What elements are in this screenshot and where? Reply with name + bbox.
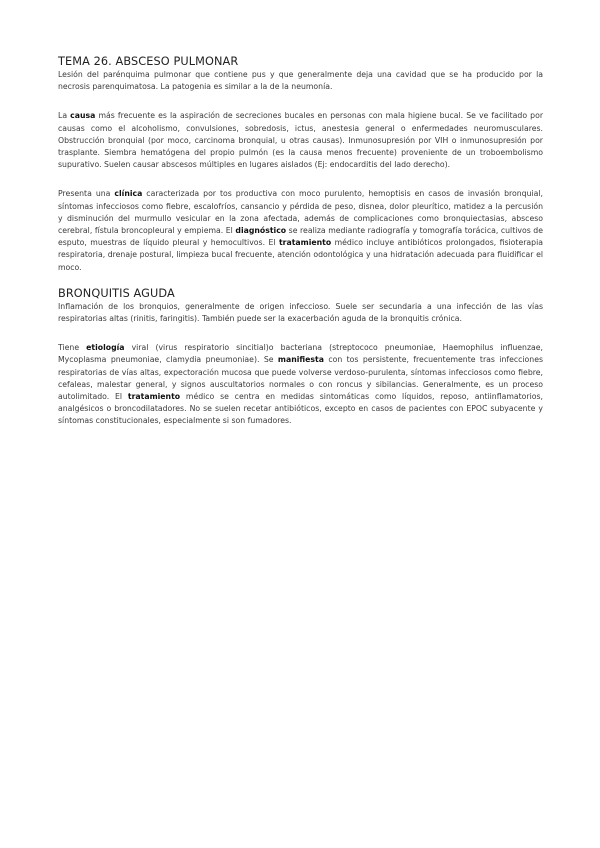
paragraph-bronquitis-definicion: [58, 301, 543, 325]
bold-term-tratamiento: tratamiento: [127, 392, 181, 402]
paragraph-bronquitis-etiologia: [58, 342, 543, 427]
section-title-absceso: TEMA 26. ABSCESO PULMONAR: [58, 55, 239, 68]
text-run: caracterizada por tos productiva con moco purulento, hemoptisis en casos de invasión bronquial, síntomas infecciosos como fiebre, escalofríos, cansancio y pérdida de peso, disnea, dolor pleurítico, matidez a la percusión y disminución del murmullo vesicular en la zona afectada, además de complicaciones como bronquiectasias, absceso cerebral, fístula broncopleural y empiema. El: [58, 189, 544, 236]
text-run: médico incluye antibióticos prolongados, fisioterapia respiratoria, drenaje postural, limpieza bucal frecuente, atención odontológica y una hidratación adecuada para fluidificar el moco.: [58, 238, 543, 272]
bold-term-manifiesta: manifiesta: [277, 355, 324, 365]
paragraph-absceso-causa: [58, 110, 543, 171]
text-run: Lesión del parénquima pulmonar que contiene pus y que generalmente deja una cavidad que se ha producido por la necrosis parenquimatosa. La patogenia es similar a la de la neumonía.: [58, 70, 543, 92]
bold-term-clinica: clínica: [114, 189, 143, 199]
paragraph-absceso-definicion: [58, 69, 543, 93]
bold-term-tratamiento: tratamiento: [278, 238, 332, 248]
text-run: Inflamación de los bronquios, generalmente de origen infeccioso. Suele ser secundaria a una infección de las vías respiratorias altas (rinitis, faringitis). También puede ser la exacerbación aguda de la bronquitis crónica.: [58, 301, 543, 324]
text-run: se realiza mediante radiografía y tomografía torácica, cultivos de esputo, muestras de líquido pleural y hemocultivos. El: [58, 226, 543, 248]
paragraph-absceso-clinica: [58, 188, 543, 273]
bold-term-causa: causa: [70, 111, 96, 121]
document-page: [58, 54, 543, 428]
text-run: médico se centra en medidas sintomáticas como líquidos, reposo, antiinflamatorios, analgésicos o broncodilatadores. No se suelen recetar antibióticos, excepto en casos de pacientes con EPOC subyacente y síntomas constitucionales, especialmente si son fumadores.: [58, 392, 543, 426]
text-run: La: [58, 111, 71, 121]
text-run: con tos persistente, frecuentemente tras infecciones respiratorias de vías altas, expectoración mucosa que puede volverse verdoso-purulenta, síntomas infecciosos como fiebre, cefaleas, malestar general, y signos auscultatorios normales o con roncus y sibilancias. Generalmente, es un proceso autolimitado. El: [58, 355, 543, 402]
text-run: más frecuente es la aspiración de secreciones bucales en personas con mala higiene bucal. Se ve facilitado por causas como el alcoholismo, convulsiones, sobredosis, ictus, anestesia general o enfermedades neuromusculares. Obstrucción bronquial (por moco, carcinoma bronquial, u otras causas). Inmunosupresión por VIH o inmunosupresión por trasplante. Siembra hematógena del propio pulmón (es la causa menos frecuente) proveniente de un troboembolismo supurativo. Suelen causar abscesos múltiples en lugares aislados (Ej: endocarditis del lado derecho).: [58, 111, 544, 170]
section-title-bronquitis: BRONQUITIS AGUDA: [58, 286, 175, 300]
text-run: viral (virus respiratorio sincitial)o bacteriana (streptococo pneumoniae, Haemophilus influenzae, Mycoplasma pneumoniae, clamydia pneumoniae). Se: [58, 343, 544, 365]
bold-term-diagnostico: diagnóstico: [235, 226, 287, 236]
text-run: Tiene: [58, 343, 87, 353]
text-run: Presenta una: [58, 189, 115, 199]
bold-term-etiologia: etiología: [86, 343, 125, 353]
